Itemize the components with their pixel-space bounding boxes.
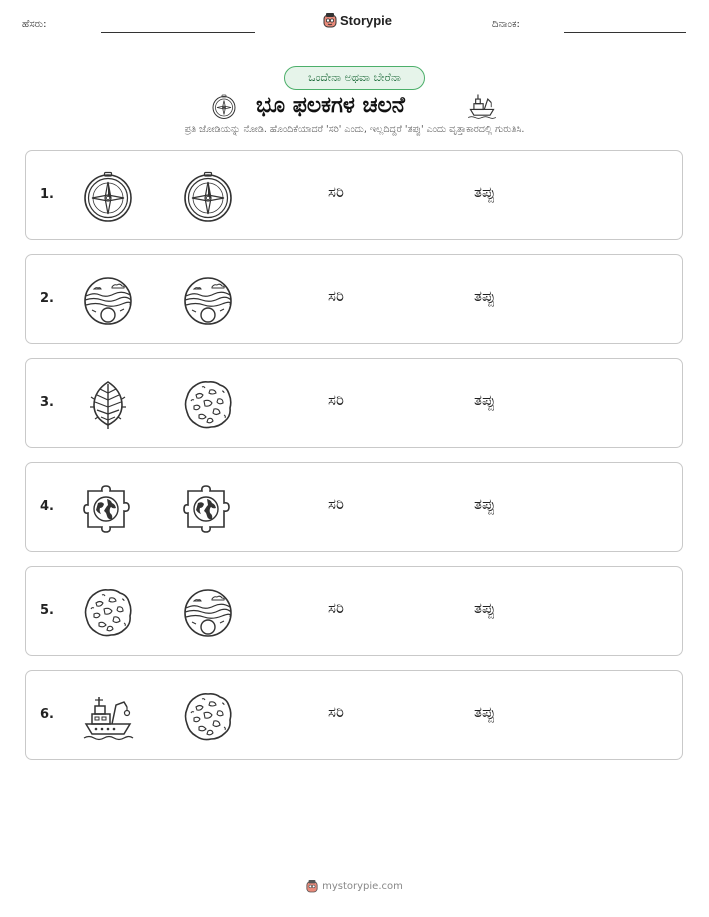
false-option[interactable]: ತಪ್ಪು <box>474 495 496 513</box>
false-option[interactable]: ತಪ್ಪು <box>474 599 496 617</box>
name-line[interactable] <box>101 32 255 33</box>
earth-layers-icon <box>182 275 234 327</box>
question-number: 2. <box>40 291 54 306</box>
question-number: 5. <box>40 603 54 618</box>
worksheet-type-badge: ಒಂದೇನಾ ಅಥವಾ ಬೇರೆನಾ <box>284 66 425 90</box>
question-row-3 <box>25 358 683 448</box>
brand-logo <box>323 12 392 28</box>
instructions: ಪ್ರತಿ ಜೋಡಿಯನ್ನು ನೋಡಿ. ಹೊಂದಿಕೆಯಾದರೆ 'ಸರಿ' ಎಂದು, ಇಲ್ಲದಿದ್ದರೆ 'ತಪ್ಪು' ಎಂದು ವೃತ್ತಾಕಾರದಲ್ಲಿ ಗುರುತಿಸಿ. <box>184 124 525 135</box>
false-option[interactable]: ತಪ್ಪು <box>474 183 496 201</box>
leaf-icon <box>82 379 134 431</box>
title-row <box>0 90 709 124</box>
false-option[interactable]: ತಪ್ಪು <box>474 391 496 409</box>
name-label: ಹೆಸರು: <box>22 19 47 30</box>
compass-icon <box>82 171 134 223</box>
research-ship-icon <box>82 691 134 743</box>
question-row-1 <box>25 150 683 240</box>
question-row-4 <box>25 462 683 552</box>
research-ship-icon <box>466 91 498 125</box>
globe-puzzle-icon <box>182 483 234 535</box>
earth-layers-icon <box>82 275 134 327</box>
compass-icon <box>182 171 234 223</box>
true-option[interactable]: ಸರಿ <box>328 287 344 305</box>
date-label: ದಿನಾಂಕ: <box>492 19 520 30</box>
true-option[interactable]: ಸರಿ <box>328 391 344 409</box>
question-row-2 <box>25 254 683 344</box>
globe-puzzle-icon <box>82 483 134 535</box>
brand-name: Storypie <box>340 12 393 28</box>
rock-icon <box>182 379 234 431</box>
question-number: 4. <box>40 499 54 514</box>
date-line[interactable] <box>564 32 686 33</box>
page-title: ಭೂ ಫಲಕಗಳ ಚಲನೆ <box>256 93 405 118</box>
true-option[interactable]: ಸರಿ <box>328 495 344 513</box>
rock-icon <box>182 691 234 743</box>
footer-url[interactable]: mystorypie.com <box>322 880 403 892</box>
false-option[interactable]: ತಪ್ಪು <box>474 287 496 305</box>
question-number: 3. <box>40 395 54 410</box>
storypie-mascot-icon <box>306 879 318 893</box>
question-row-5 <box>25 566 683 656</box>
rock-icon <box>82 587 134 639</box>
true-option[interactable]: ಸರಿ <box>328 599 344 617</box>
true-option[interactable]: ಸರಿ <box>328 703 344 721</box>
storypie-mascot-icon <box>323 12 337 28</box>
question-number: 1. <box>40 187 54 202</box>
false-option[interactable]: ತಪ್ಪು <box>474 703 496 721</box>
compass-icon <box>211 94 237 124</box>
footer <box>0 879 709 893</box>
earth-layers-icon <box>182 587 234 639</box>
true-option[interactable]: ಸರಿ <box>328 183 344 201</box>
question-number: 6. <box>40 707 54 722</box>
question-row-6 <box>25 670 683 760</box>
